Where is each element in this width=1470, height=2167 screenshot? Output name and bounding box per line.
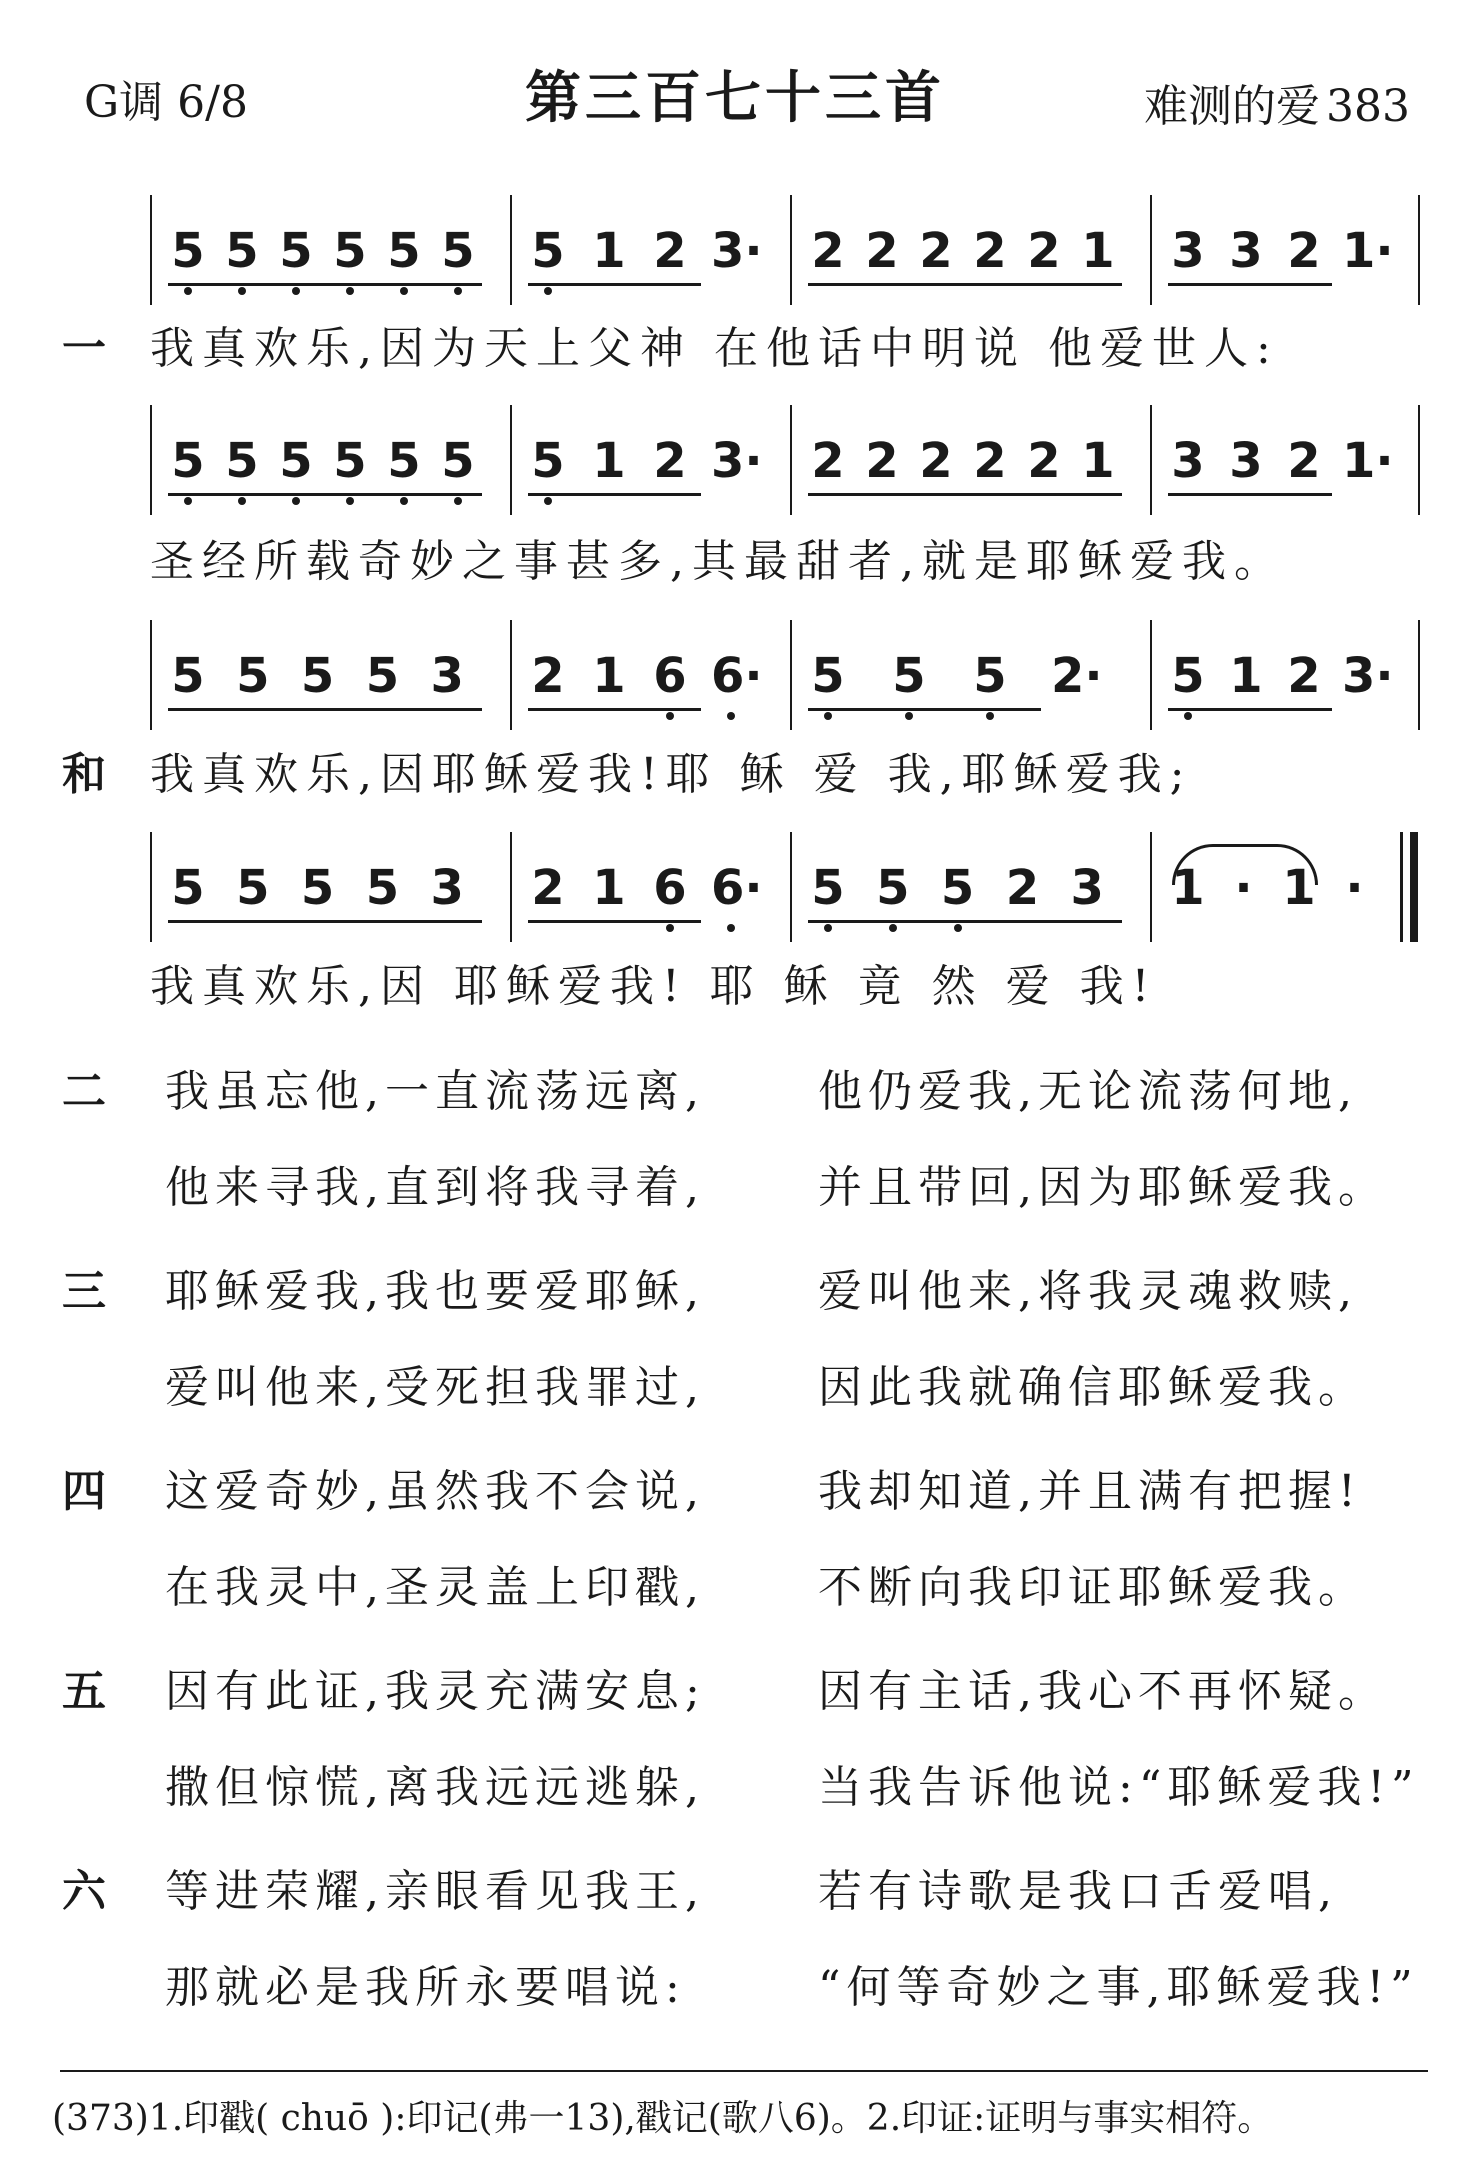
note: 2 bbox=[919, 223, 953, 279]
note: 1 bbox=[1081, 433, 1115, 489]
barline bbox=[1150, 620, 1152, 730]
note: 2· bbox=[1051, 648, 1103, 704]
octave-dot bbox=[238, 497, 246, 505]
beam bbox=[168, 283, 482, 286]
barline bbox=[150, 195, 152, 305]
verse-line: 等进荣耀,亲眼看见我王, bbox=[165, 1866, 705, 1917]
octave-dot bbox=[400, 287, 408, 295]
beam bbox=[1168, 493, 1332, 496]
note: 1· bbox=[1342, 223, 1394, 279]
verse-line: 他来寻我,直到将我寻着, bbox=[165, 1162, 705, 1213]
note: 5 bbox=[171, 223, 205, 279]
octave-dot bbox=[905, 712, 913, 720]
note: 3 bbox=[1229, 433, 1263, 489]
note: 5 bbox=[365, 860, 400, 916]
octave-dot bbox=[727, 712, 735, 720]
chorus-label: 和 bbox=[62, 749, 106, 800]
octave-dot bbox=[346, 287, 354, 295]
barline bbox=[510, 832, 512, 942]
verse-number: 六 bbox=[62, 1866, 106, 1917]
verse-number: 二 bbox=[62, 1066, 106, 1117]
beam bbox=[168, 493, 482, 496]
chorus-line1: 我真欢乐,因耶稣爱我!耶 稣 爱 我,耶稣爱我; bbox=[150, 749, 1193, 800]
barline bbox=[1418, 620, 1420, 730]
note: 2 bbox=[811, 223, 845, 279]
note: 2 bbox=[1005, 860, 1040, 916]
verse-line: 爱叫他来,受死担我罪过, bbox=[165, 1362, 705, 1413]
beam bbox=[808, 493, 1122, 496]
octave-dot bbox=[454, 287, 462, 295]
note: 2 bbox=[1027, 433, 1061, 489]
beam bbox=[1168, 283, 1332, 286]
note: 5 bbox=[876, 860, 910, 916]
note: 2 bbox=[973, 223, 1007, 279]
octave-dot bbox=[292, 287, 300, 295]
octave-dot bbox=[544, 287, 552, 295]
verse-line: 因此我就确信耶稣爱我。 bbox=[818, 1362, 1368, 1413]
verse-line: 撒但惊慌,离我远远逃躲, bbox=[165, 1762, 705, 1813]
note: 1· bbox=[1342, 433, 1394, 489]
note: 3 bbox=[1229, 223, 1263, 279]
barline bbox=[1150, 405, 1152, 515]
note: 5 bbox=[940, 860, 975, 916]
verse-line: 在我灵中,圣灵盖上印戳, bbox=[165, 1562, 705, 1613]
verse-number: 三 bbox=[62, 1266, 106, 1317]
note: 3 bbox=[430, 860, 464, 916]
barline bbox=[790, 405, 792, 515]
octave-dot bbox=[666, 924, 674, 932]
note: 2 bbox=[653, 223, 687, 279]
verse-line: 当我告诉他说:“耶稣爱我!” bbox=[818, 1762, 1420, 1813]
verse-line: 我虽忘他,一直流荡远离, bbox=[165, 1066, 705, 1117]
note: 5 bbox=[531, 223, 565, 279]
final-barline-thin bbox=[1400, 832, 1403, 942]
note: 5 bbox=[811, 648, 845, 704]
beam bbox=[528, 920, 701, 923]
note: 1 bbox=[1229, 648, 1263, 704]
barline bbox=[790, 832, 792, 942]
beam bbox=[528, 708, 701, 711]
note: 1 bbox=[1171, 860, 1205, 916]
verse-line: 因有此证,我灵充满安息; bbox=[165, 1666, 706, 1717]
beam bbox=[1168, 708, 1332, 711]
barline bbox=[1150, 195, 1152, 305]
barline bbox=[510, 405, 512, 515]
note: 5 bbox=[973, 648, 1007, 704]
note: 5 bbox=[441, 223, 475, 279]
note: 3 bbox=[1070, 860, 1104, 916]
barline bbox=[1418, 405, 1420, 515]
verse-line: 爱叫他来,将我灵魂救赎, bbox=[818, 1266, 1358, 1317]
note: 3· bbox=[1342, 648, 1394, 704]
chorus-line2: 我真欢乐,因 耶稣爱我! 耶 稣 竟 然 爱 我! bbox=[150, 961, 1158, 1012]
verse-number-1: 一 bbox=[62, 323, 106, 374]
note: 5 bbox=[236, 648, 270, 704]
octave-dot bbox=[954, 924, 962, 932]
beam bbox=[528, 493, 701, 496]
note: 2 bbox=[653, 433, 687, 489]
note: 2 bbox=[811, 433, 845, 489]
verse-line: 我却知道,并且满有把握! bbox=[818, 1466, 1362, 1517]
barline bbox=[510, 620, 512, 730]
verse-line: 因有主话,我心不再怀疑。 bbox=[818, 1666, 1388, 1717]
note: 5 bbox=[171, 433, 205, 489]
note: 5 bbox=[892, 648, 926, 704]
note: 5 bbox=[811, 860, 845, 916]
note: 3· bbox=[711, 433, 763, 489]
note: 5 bbox=[225, 433, 259, 489]
hymn-subtitle: 难测的爱 bbox=[1144, 81, 1321, 132]
barline bbox=[150, 620, 152, 730]
octave-dot bbox=[184, 287, 192, 295]
note: 5 bbox=[279, 223, 313, 279]
note: 6· bbox=[711, 860, 763, 916]
verse-line: 不断向我印证耶稣爱我。 bbox=[818, 1562, 1368, 1613]
octave-dot bbox=[346, 497, 354, 505]
note: 2 bbox=[865, 433, 899, 489]
octave-dot bbox=[727, 924, 735, 932]
note: 5 bbox=[333, 433, 367, 489]
beam bbox=[808, 283, 1122, 286]
hymn-title: 第三百七十三首 bbox=[525, 66, 945, 131]
note: 5 bbox=[387, 223, 421, 279]
footnote: (373)1.印戳( chuō ):印记(弗一13),戳记(歌八6)。2.印证:证明与事实相符。 bbox=[52, 2098, 1274, 2139]
note: 5 bbox=[279, 433, 313, 489]
note: 5 bbox=[1171, 648, 1205, 704]
octave-dot bbox=[184, 497, 192, 505]
note: 6· bbox=[711, 648, 763, 704]
note: · bbox=[1345, 860, 1364, 916]
octave-dot bbox=[292, 497, 300, 505]
note: 6 bbox=[653, 860, 687, 916]
octave-dot bbox=[889, 924, 897, 932]
note: 5 bbox=[171, 860, 205, 916]
verse1-line2: 圣经所载奇妙之事甚多,其最甜者,就是耶稣爱我。 bbox=[150, 536, 1286, 587]
page-number: 383 bbox=[1326, 81, 1410, 132]
beam bbox=[168, 708, 482, 711]
barline bbox=[150, 832, 152, 942]
note: 2 bbox=[531, 860, 565, 916]
octave-dot bbox=[400, 497, 408, 505]
verse-number: 五 bbox=[62, 1666, 106, 1717]
note: 3 bbox=[430, 648, 464, 704]
note: 2 bbox=[1027, 223, 1061, 279]
octave-dot bbox=[544, 497, 552, 505]
octave-dot bbox=[824, 924, 832, 932]
final-barline-thick bbox=[1410, 832, 1418, 942]
verse-line: 他仍爱我,无论流荡何地, bbox=[818, 1066, 1358, 1117]
note: 3 bbox=[1171, 433, 1205, 489]
note: 2 bbox=[973, 433, 1007, 489]
note: 5 bbox=[333, 223, 367, 279]
key-signature: G调 6/8 bbox=[84, 77, 248, 128]
note: 3· bbox=[711, 223, 763, 279]
note: 1 bbox=[592, 223, 626, 279]
header-right bbox=[1144, 70, 1410, 134]
note: 1 bbox=[592, 648, 626, 704]
barline bbox=[790, 620, 792, 730]
note: 5 bbox=[171, 648, 205, 704]
note: 5 bbox=[300, 860, 335, 916]
octave-dot bbox=[238, 287, 246, 295]
beam bbox=[168, 920, 482, 923]
note: 2 bbox=[865, 223, 899, 279]
beam bbox=[528, 283, 701, 286]
verse-line: 并且带回,因为耶稣爱我。 bbox=[818, 1162, 1388, 1213]
note: 5 bbox=[441, 433, 475, 489]
octave-dot bbox=[986, 712, 994, 720]
barline bbox=[1418, 195, 1420, 305]
note: 3 bbox=[1171, 223, 1205, 279]
note: 5 bbox=[531, 433, 565, 489]
header bbox=[0, 48, 1470, 132]
verse-line: “何等奇妙之事,耶稣爱我!” bbox=[818, 1962, 1419, 2013]
note: 6 bbox=[653, 648, 687, 704]
note: 2 bbox=[1287, 433, 1321, 489]
verse-number: 四 bbox=[62, 1466, 106, 1517]
barline bbox=[1150, 832, 1152, 942]
note: 5 bbox=[387, 433, 421, 489]
note: 5 bbox=[236, 860, 270, 916]
barline bbox=[150, 405, 152, 515]
note: 5 bbox=[225, 223, 259, 279]
octave-dot bbox=[1184, 712, 1192, 720]
footnote-rule bbox=[60, 2070, 1428, 2072]
note: 2 bbox=[1287, 648, 1321, 704]
barline bbox=[510, 195, 512, 305]
octave-dot bbox=[666, 712, 674, 720]
beam bbox=[808, 920, 1122, 923]
tie-arc bbox=[1172, 844, 1318, 885]
note: 1 bbox=[1081, 223, 1115, 279]
note: 1 bbox=[1282, 860, 1316, 916]
octave-dot bbox=[454, 497, 462, 505]
note: 2 bbox=[919, 433, 953, 489]
verse-line: 这爱奇妙,虽然我不会说, bbox=[165, 1466, 705, 1517]
verse-line: 若有诗歌是我口舌爱唱, bbox=[818, 1866, 1338, 1917]
verse-line: 那就必是我所永要唱说: bbox=[165, 1962, 686, 2013]
barline bbox=[790, 195, 792, 305]
note: 2 bbox=[1287, 223, 1321, 279]
note: 1 bbox=[592, 433, 626, 489]
verse1-line1: 我真欢乐,因为天上父神 在他话中明说 他爱世人: bbox=[150, 323, 1279, 374]
note: 1 bbox=[592, 860, 626, 916]
verse-line: 耶稣爱我,我也要爱耶稣, bbox=[165, 1266, 705, 1317]
note: 5 bbox=[300, 648, 335, 704]
note: 2 bbox=[531, 648, 565, 704]
note: · bbox=[1234, 860, 1253, 916]
beam bbox=[808, 708, 1041, 711]
octave-dot bbox=[824, 712, 832, 720]
note: 5 bbox=[365, 648, 400, 704]
